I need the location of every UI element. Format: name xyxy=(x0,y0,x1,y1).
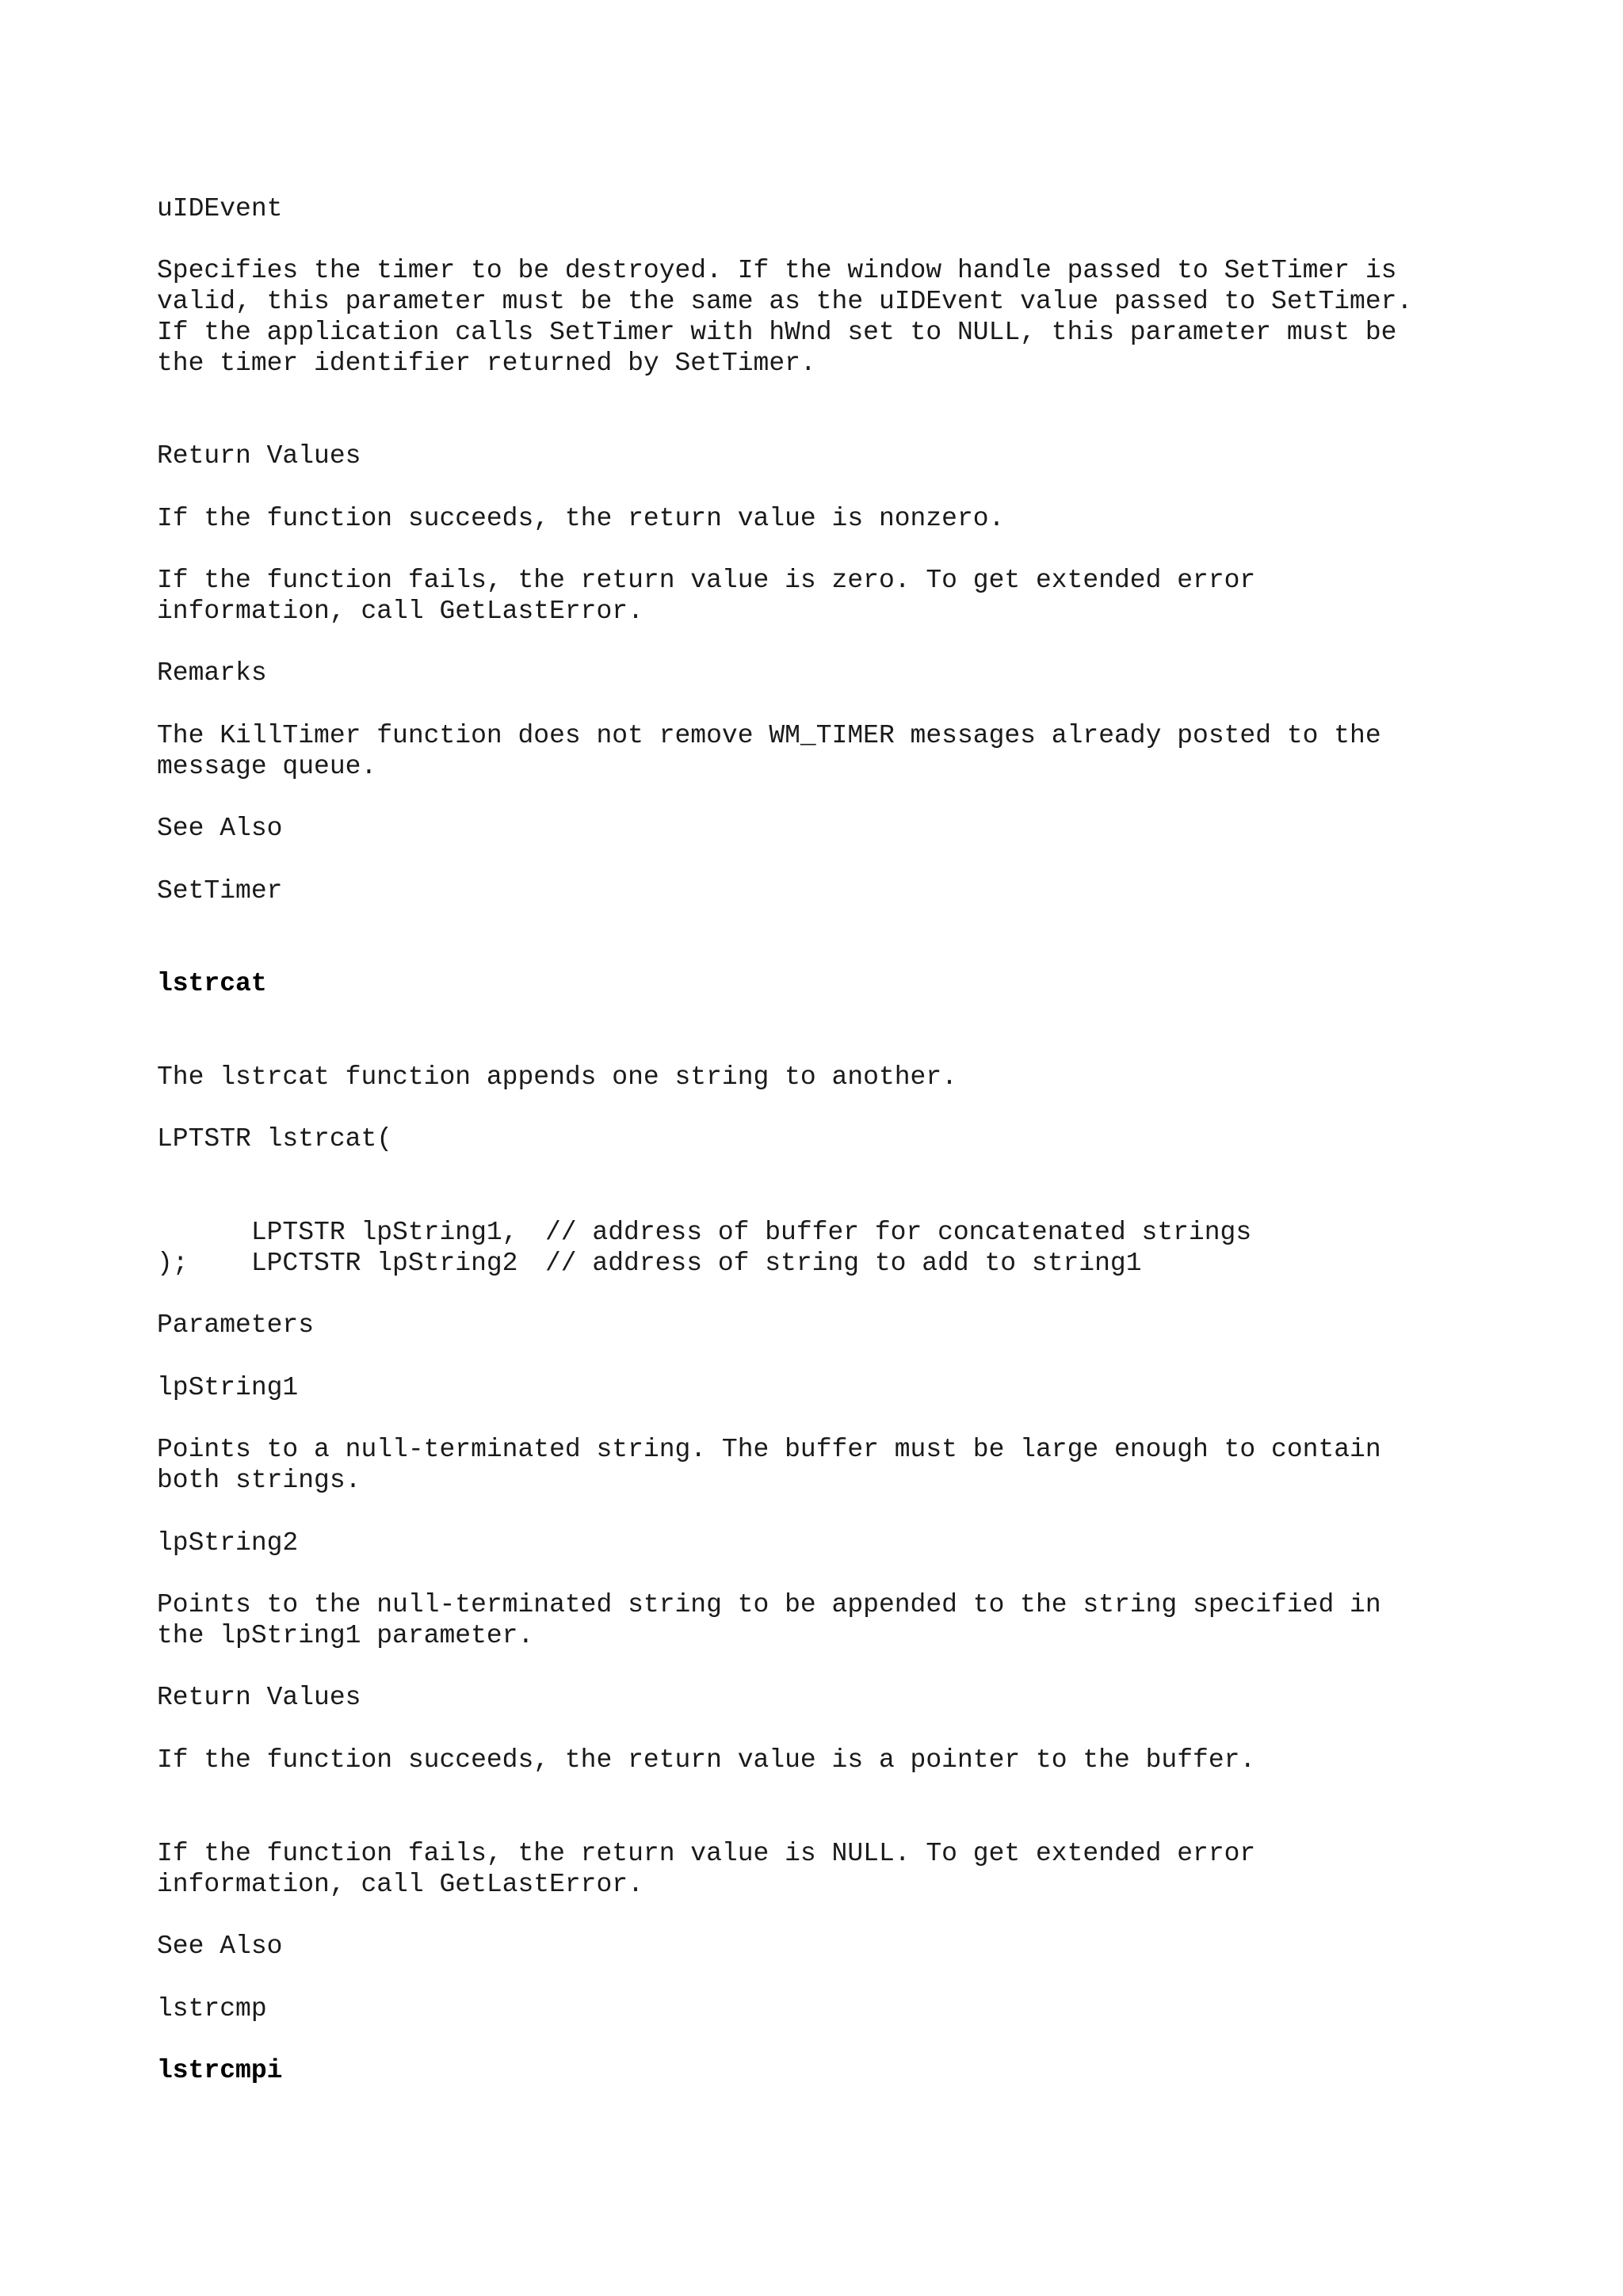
param-desc-line: the timer identifier returned by SetTimer. xyxy=(157,349,816,378)
syntax-close: ); xyxy=(157,1249,189,1278)
syntax-param-comment: // address of string to add to string1 xyxy=(545,1249,1142,1278)
param-desc-line: If the application calls SetTimer with hWnd set to NULL, this parameter must be xyxy=(157,318,1397,347)
param-name-lpstring1: lpString1 xyxy=(157,1373,299,1402)
param-desc-line: Points to a null-terminated string. The buffer must be large enough to contain xyxy=(157,1435,1381,1464)
param-desc-line: Points to the null-terminated string to be appended to the string specified in xyxy=(157,1590,1381,1619)
see-also-item: SetTimer xyxy=(157,876,283,906)
remarks-line: The KillTimer function does not remove WM_TIMER messages already posted to the xyxy=(157,721,1381,750)
section-heading-remarks: Remarks xyxy=(157,658,267,688)
document-body xyxy=(157,0,1583,2296)
param-desc-line: the lpString1 parameter. xyxy=(157,1621,534,1650)
syntax-open: LPTSTR lstrcat( xyxy=(157,1124,393,1154)
syntax-param-decl: LPTSTR lpString1, xyxy=(250,1218,518,1247)
return-fail-line: If the function fails, the return value is zero. To get extended error xyxy=(157,566,1256,595)
section-heading-return-values: Return Values xyxy=(157,441,361,471)
section-heading-return-values: Return Values xyxy=(157,1683,361,1712)
section-heading-see-also: See Also xyxy=(157,1932,283,1961)
see-also-item: lstrcmp xyxy=(157,1994,267,2023)
return-success-text: If the function succeeds, the return value is a pointer to the buffer. xyxy=(157,1745,1256,1775)
syntax-param-comment: // address of buffer for concatenated strings xyxy=(545,1218,1252,1247)
return-fail-line: information, call GetLastError. xyxy=(157,1870,643,1899)
function-title-lstrcat: lstrcat xyxy=(157,969,267,998)
function-title-lstrcmpi: lstrcmpi xyxy=(157,2056,283,2085)
param-desc-line: valid, this parameter must be the same as the uIDEvent value passed to SetTimer. xyxy=(157,287,1413,316)
param-name-uidevent: uIDEvent xyxy=(157,194,283,223)
section-heading-parameters: Parameters xyxy=(157,1310,315,1340)
return-success-text: If the function succeeds, the return value is nonzero. xyxy=(157,504,1005,533)
section-heading-see-also: See Also xyxy=(157,814,283,843)
return-fail-line: information, call GetLastError. xyxy=(157,597,643,626)
syntax-param-decl: LPCTSTR lpString2 xyxy=(250,1249,518,1278)
return-fail-line: If the function fails, the return value is NULL. To get extended error xyxy=(157,1839,1256,1868)
function-summary: The lstrcat function appends one string to another. xyxy=(157,1062,957,1092)
param-desc-line: Specifies the timer to be destroyed. If the window handle passed to SetTimer is xyxy=(157,256,1397,285)
remarks-line: message queue. xyxy=(157,752,377,781)
param-desc-line: both strings. xyxy=(157,1466,361,1495)
param-name-lpstring2: lpString2 xyxy=(157,1528,299,1558)
